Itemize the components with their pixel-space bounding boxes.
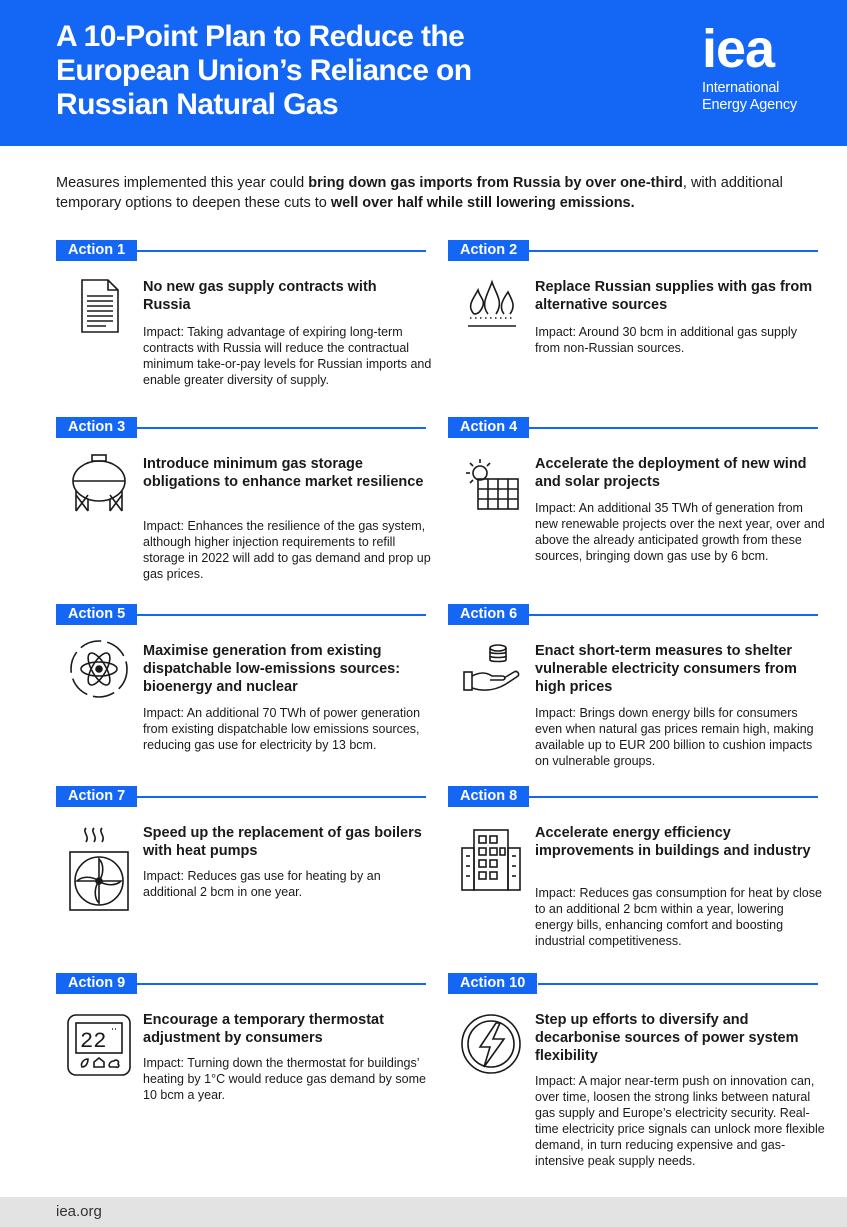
action-title: Encourage a temporary thermostat adjustment by consumers (143, 1012, 384, 1046)
header-banner (0, 0, 847, 146)
action-header (448, 240, 818, 261)
action-tag: Action 7 (56, 786, 137, 807)
hand-coins-icon (460, 638, 522, 700)
gas-storage-tank-icon (68, 451, 130, 513)
divider (538, 983, 818, 985)
thermostat-display: 22 (80, 1029, 107, 1054)
action-title: Accelerate energy efficiency improvements in buildings and industry (535, 825, 811, 859)
building-icon (460, 826, 522, 892)
divider (136, 614, 426, 616)
action-tag: Action 9 (56, 973, 137, 994)
action-tag: Action 8 (448, 786, 529, 807)
action-impact: Impact: Turning down the thermostat for buildings’ heating by 1°C would reduce gas demand by some 10 bcm a year. (143, 1056, 426, 1102)
action-title: Replace Russian supplies with gas from alternative sources (535, 279, 813, 313)
action-header (56, 417, 426, 438)
nuclear-atom-icon (68, 638, 130, 700)
divider (136, 983, 426, 985)
action-impact: Impact: Taking advantage of expiring long-term contracts with Russia will reduce the contractual minimum take-or-pay levels for Russian imports and enable greater diversity of supply. (143, 325, 432, 387)
page-title: A 10-Point Plan to Reduce the European Union’s Reliance on Russian Natural Gas (56, 20, 472, 121)
gas-flame-icon (460, 274, 522, 336)
action-title: Introduce minimum gas storage obligations to enhance market resilience (143, 456, 424, 490)
intro-text-2: , with additional temporary options to deepen these cuts to (56, 175, 783, 211)
action-impact: Impact: An additional 70 TWh of power generation from existing dispatchable low emissions sources, reducing gas use for electricity by 13 bcm. (143, 706, 421, 752)
action-impact: Impact: Brings down energy bills for consumers even when natural gas prices remain high, making available up to EUR 200 billion to cushion impacts on vulnerable groups. (535, 706, 814, 768)
action-title: Accelerate the deployment of new wind and solar projects (535, 456, 807, 490)
action-impact: Impact: A major near-term push on innovation can, over time, loosen the strong links between natural gas supply and Europe’s electricity security. Real-time electricity price signals can unlock more flexible demand, in turn reducing expensive and gas-intensive peak supply needs. (535, 1074, 825, 1168)
action-header (56, 973, 426, 994)
intro-bold-1: bring down gas imports from Russia by over one-third (308, 175, 683, 191)
iea-logo[interactable] (702, 19, 822, 114)
action-tag: Action 10 (448, 973, 537, 994)
action-tag: Action 2 (448, 240, 529, 261)
action-tag: Action 6 (448, 604, 529, 625)
action-tag: Action 4 (448, 417, 529, 438)
action-tag: Action 1 (56, 240, 137, 261)
divider (528, 427, 818, 429)
contract-document-icon (68, 274, 130, 336)
footer (0, 1197, 847, 1227)
action-impact: Impact: Around 30 bcm in additional gas supply from non-Russian sources. (535, 325, 797, 355)
logo-mark: iea (702, 19, 775, 79)
action-title: Speed up the replacement of gas boilers with heat pumps (143, 825, 422, 859)
action-header (448, 973, 818, 994)
divider (136, 427, 426, 429)
logo-agency-name: International Energy Agency (702, 80, 797, 113)
action-title: Maximise generation from existing dispatchable low-emissions sources: bioenergy and nuclear (143, 643, 401, 695)
action-title: No new gas supply contracts with Russia (143, 279, 377, 313)
action-header (56, 240, 426, 261)
divider (528, 796, 818, 798)
thermostat-icon (66, 1013, 132, 1077)
action-title: Step up efforts to diversify and decarbonise sources of power system flexibility (535, 1012, 799, 1064)
action-tag: Action 5 (56, 604, 137, 625)
action-header (448, 786, 818, 807)
divider (136, 796, 426, 798)
action-impact: Impact: An additional 35 TWh of generation from new renewable projects over the next year, over and above the already anticipated growth from these sources, bringing down gas use by 6 bcm. (535, 501, 825, 563)
action-title: Enact short-term measures to shelter vulnerable electricity consumers from high prices (535, 643, 797, 695)
action-impact: Impact: Reduces gas consumption for heat by close to an additional 2 bcm within a year, lowering energy bills, enhancing comfort and boosting industrial competitiveness. (535, 886, 822, 948)
action-impact: Impact: Enhances the resilience of the gas system, although higher injection requirements to refill storage in 2022 will add to gas demand and prop up gas prices. (143, 519, 431, 581)
action-impact: Impact: Reduces gas use for heating by an additional 2 bcm in one year. (143, 869, 381, 899)
heat-pump-icon (68, 824, 130, 916)
divider (528, 614, 818, 616)
action-header (56, 604, 426, 625)
action-header (448, 417, 818, 438)
action-header (448, 604, 818, 625)
intro-bold-2: well over half while still lowering emissions. (330, 195, 635, 211)
divider (528, 250, 818, 252)
footer-link[interactable]: iea.org (56, 1203, 102, 1220)
action-tag: Action 3 (56, 417, 137, 438)
intro-paragraph (56, 173, 796, 213)
intro-text-1: Measures implemented this year could (56, 175, 309, 191)
divider (136, 250, 426, 252)
solar-panel-icon (460, 451, 522, 513)
lightning-bolt-icon (460, 1013, 522, 1075)
action-header (56, 786, 426, 807)
